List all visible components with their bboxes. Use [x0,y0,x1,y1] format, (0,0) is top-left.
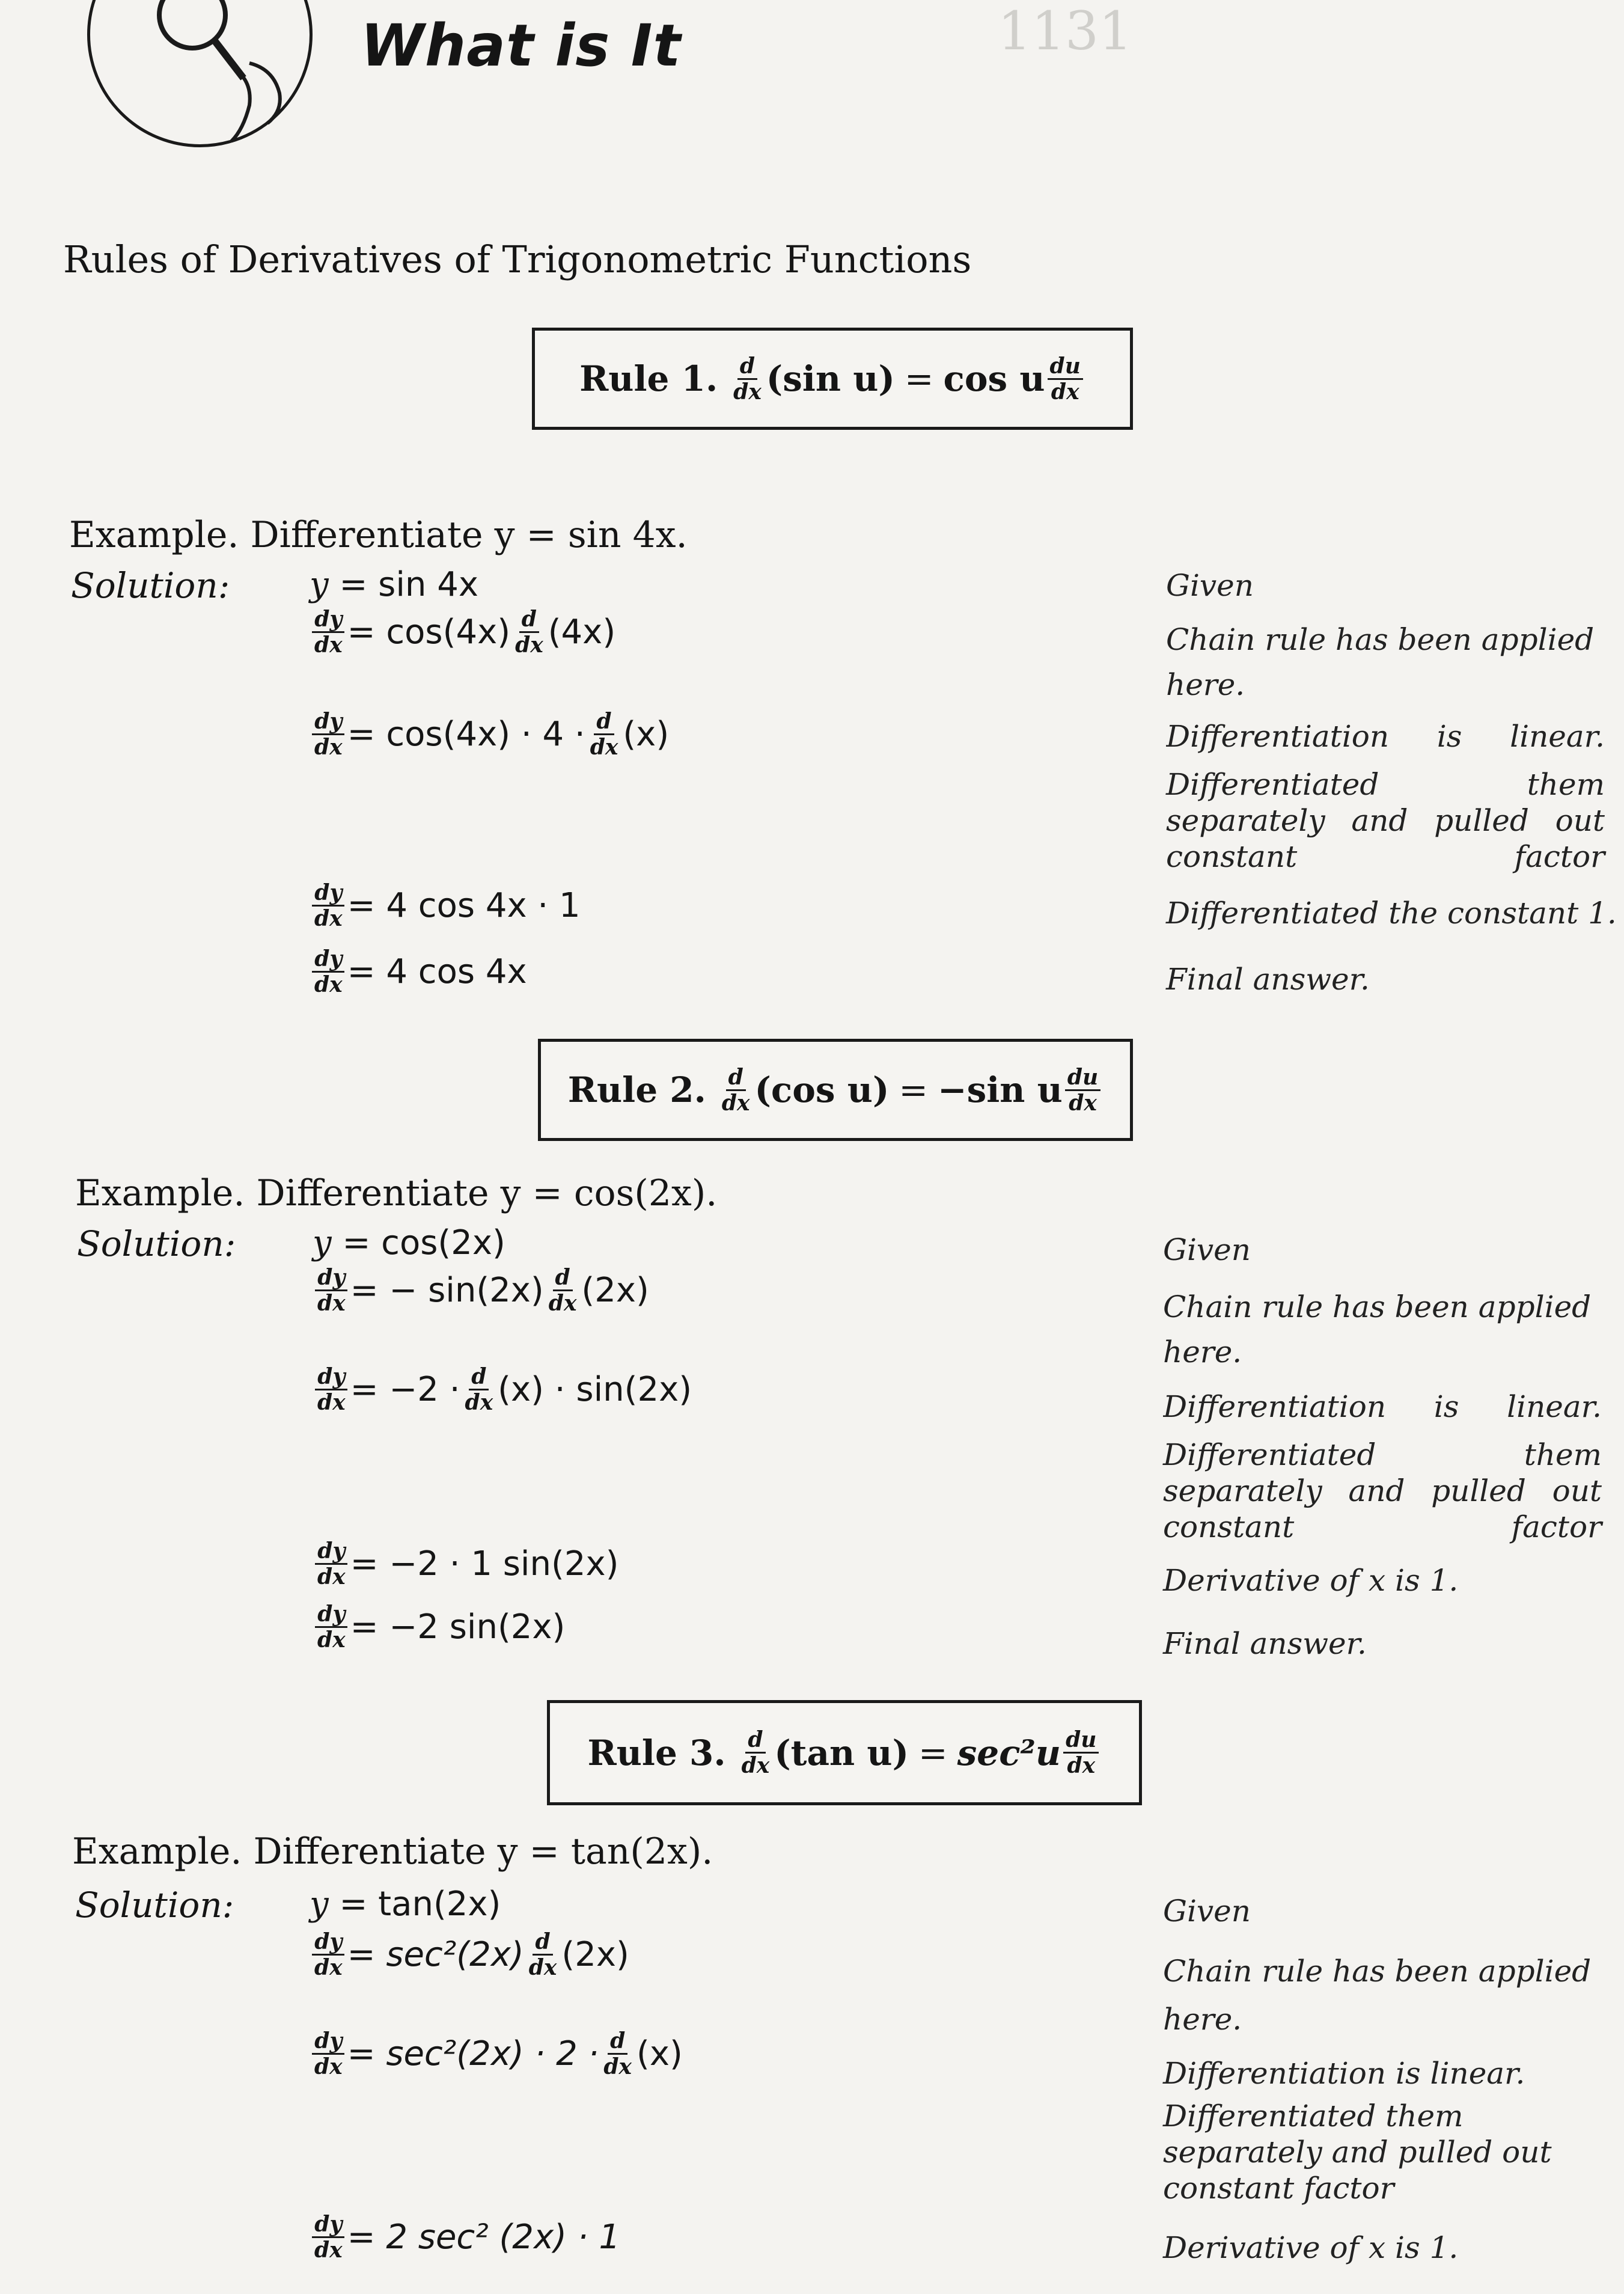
rule-rhs: sec²u [957,1732,1061,1773]
rule-label: Rule 1. [579,358,718,399]
step-note-cont: here. [1163,2002,1242,2037]
equals-sign: = [918,1732,948,1773]
step-note: Chain rule has been applied [1163,1954,1592,1989]
rule-lhs: (cos u) [754,1069,890,1110]
step-row: y = cos(2x) [313,1223,505,1262]
rule-label: Rule 3. [587,1732,726,1773]
step-note-cont: Differentiated them separately and pulled out constant factor [1166,767,1605,874]
page-title: What is It [361,12,682,79]
step-note: Chain rule has been applied [1163,1289,1592,1324]
example-prompt: Example. Differentiate y = sin 4x. [69,514,688,556]
du-dx-fraction: $\frac{du}{dx}$ [1063,1728,1099,1778]
derivative-operator: $\frac{d}{dx}$ [741,1727,770,1778]
rule-lhs: (sin u) [766,358,895,399]
step-note: Given [1163,1232,1251,1267]
step-row: $\frac{dy}{dx}$ = − sin(2x) $\frac{d}{dx}$ (2x) [313,1265,649,1315]
step-row: $\frac{dy}{dx}$ = −2 sin(2x) [313,1602,565,1652]
step-note: Differentiation is linear. [1166,719,1605,754]
rule-box-2 [538,1039,1133,1141]
faint-bleed-text: 1131 [998,0,1132,62]
rule-lhs: (tan u) [774,1732,909,1773]
step-note: Given [1166,568,1254,603]
step-note-cont: Differentiated them separately and pulled out constant factor [1163,2099,1552,2206]
solution-label: Solution: [75,1885,234,1925]
equals-sign: = [904,358,934,399]
step-row: $\frac{dy}{dx}$ = 4 cos 4x · 1 [310,881,581,931]
solution-label: Solution: [77,1223,236,1264]
step-note-cont: here. [1163,1335,1242,1369]
step-note: Derivative of x is 1. [1163,1563,1459,1598]
rule-rhs: −sin u [938,1069,1063,1110]
step-note: Final answer. [1163,1626,1367,1661]
step-row: $\frac{dy}{dx}$ = −2 · 1 sin(2x) [313,1539,618,1589]
step-row: $\frac{dy}{dx}$ = cos(4x) $\frac{d}{dx}$ (4x) [310,607,615,657]
equals-sign: = [899,1069,928,1110]
du-dx-fraction: $\frac{du}{dx}$ [1065,1065,1100,1115]
step-row: $\frac{dy}{dx}$ = sec²(2x) · 2 · $\frac{d}{dx}$ (x) [310,2029,683,2079]
step-row: y = sin 4x [310,565,478,604]
rule-label: Rule 2. [567,1069,706,1110]
solution-label: Solution: [71,565,230,606]
example-prompt: Example. Differentiate y = tan(2x). [72,1831,713,1873]
step-note: Differentiated the constant 1. [1166,896,1617,931]
step-row: $\frac{dy}{dx}$ = 2 sec² (2x) · 1 [310,2212,620,2262]
step-row: $\frac{dy}{dx}$ = sec²(2x) $\frac{d}{dx}$ (2x) [310,1930,629,1980]
section-title: Rules of Derivatives of Trigonometric Functions [63,237,972,281]
du-dx-fraction: $\frac{du}{dx}$ [1048,354,1083,404]
step-note: Given [1163,1894,1251,1928]
derivative-operator: $\frac{d}{dx}$ [733,353,762,405]
derivative-operator: $\frac{d}{dx}$ [721,1064,750,1116]
step-row: $\frac{dy}{dx}$ = 4 cos 4x [310,947,527,997]
step-note-cont: Differentiated them separately and pulled out constant factor [1163,1437,1602,1544]
step-note-cont: here. [1166,667,1245,702]
magnifier-logo-icon [87,0,313,147]
step-row: $\frac{dy}{dx}$ = −2 · $\frac{d}{dx}$ (x) · sin(2x) [313,1365,692,1415]
step-row: y = tan(2x) [310,1885,501,1924]
step-row: $\frac{dy}{dx}$ = cos(4x) · 4 · $\frac{d}{dx}$ (x) [310,709,669,759]
step-note: Differentiation is linear. [1163,2056,1525,2091]
rule-box-3 [547,1700,1142,1805]
step-note: Chain rule has been applied [1166,622,1595,657]
step-note: Final answer. [1166,962,1370,997]
step-note: Derivative of x is 1. [1163,2230,1459,2265]
rule-box-1 [532,328,1133,430]
example-prompt: Example. Differentiate y = cos(2x). [75,1172,718,1214]
step-note: Differentiation is linear. [1163,1389,1602,1424]
rule-rhs: cos u [943,358,1045,399]
